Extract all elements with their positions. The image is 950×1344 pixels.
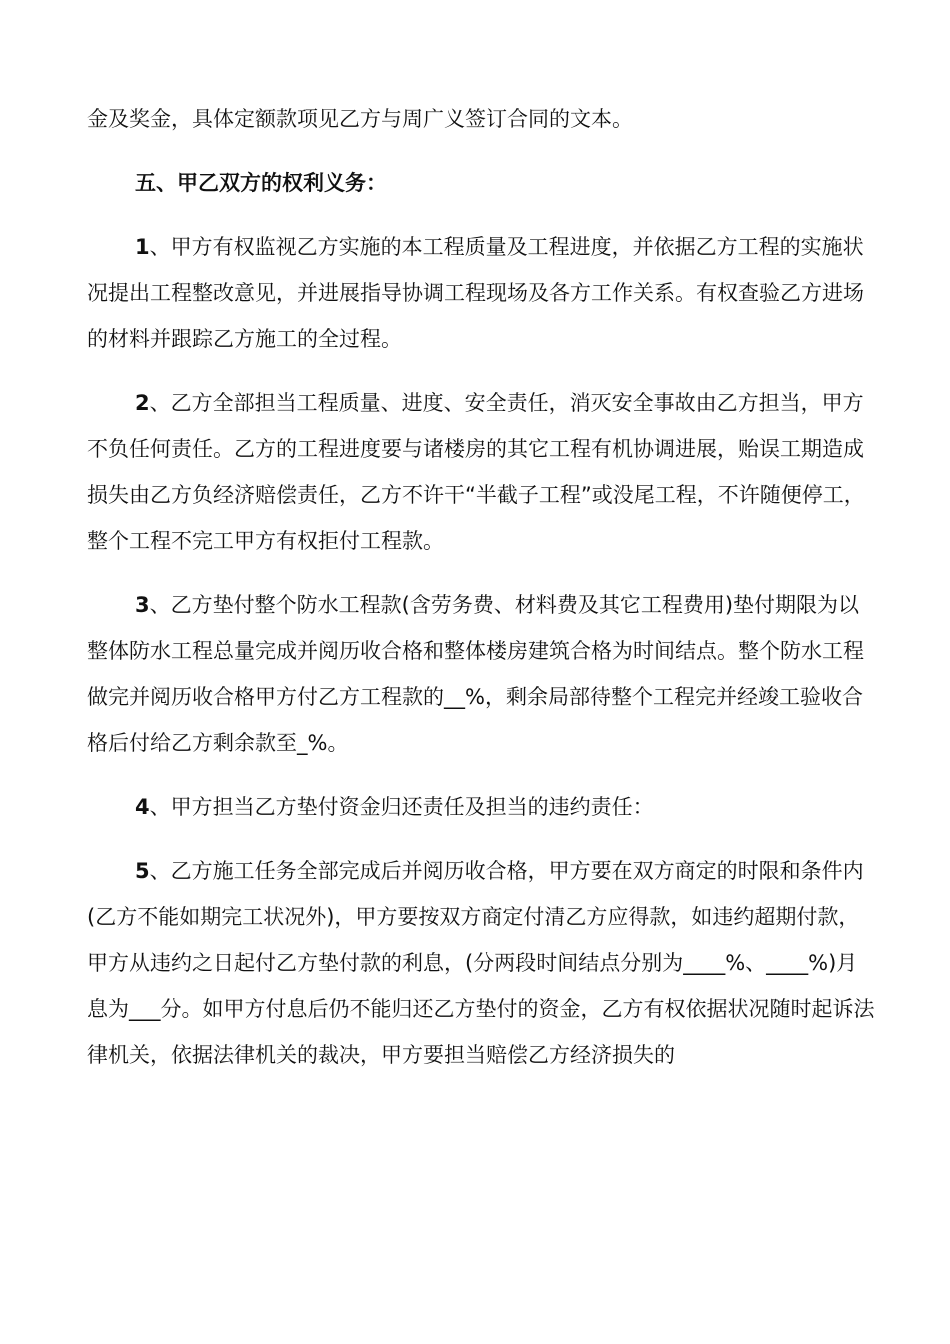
- clause-text: 、乙方垫付整个防水工程款(含劳务费、材料费及其它工程费用)垫付期限为以整体防水工程总量完成并阅历收合格和整体楼房建筑合格为时间结点。整个防水工程做完并阅历收合格甲方付乙方工程款的__%，剩余局部待整个工程完并经竣工验收合格后付给乙方剩余款至_%。: [87, 593, 864, 755]
- clause-1: [87, 224, 877, 362]
- clause-number: 2: [135, 391, 150, 415]
- clause-2: [87, 380, 877, 564]
- clause-number: 5: [135, 859, 150, 883]
- clause-text: 、乙方施工任务全部完成后并阅历收合格，甲方要在双方商定的时限和条件内(乙方不能如期完工状况外)，甲方要按双方商定付清乙方应得款，如违约超期付款，甲方从违约之日起付乙方垫付款的利息，(分两段时间结点分别为____%、____%)月息为___分。如甲方付息后仍不能归还乙方垫付的资金，乙方有权依据状况随时起诉法律机关，依据法律机关的裁决，甲方要担当赔偿乙方经济损失的: [87, 859, 875, 1067]
- clause-text: 、甲方担当乙方垫付资金归还责任及担当的违约责任：: [149, 795, 654, 819]
- clause-5: [87, 848, 877, 1078]
- clause-number: 3: [135, 593, 150, 617]
- section-heading: 五、甲乙双方的权利义务：: [135, 171, 387, 195]
- clause-text: 、乙方全部担当工程质量、进度、安全责任，消灭安全事故由乙方担当，甲方不负任何责任。乙方的工程进度要与诸楼房的其它工程有机协调进展，贻误工期造成损失由乙方负经济赔偿责任，乙方不许干“半截子工程”或没尾工程，不许随便停工，整个工程不完工甲方有权拒付工程款。: [87, 391, 865, 553]
- clause-number: 4: [135, 795, 150, 819]
- continuation-paragraph: 金及奖金，具体定额款项见乙方与周广义签订合同的文本。: [87, 107, 633, 131]
- clause-text: 、甲方有权监视乙方实施的本工程质量及工程进度，并依据乙方工程的实施状况提出工程整改意见，并进展指导协调工程现场及各方工作关系。有权查验乙方进场的材料并跟踪乙方施工的全过程。: [87, 235, 864, 351]
- clause-number: 1: [135, 235, 150, 259]
- clause-4: [87, 784, 877, 830]
- document-body: [87, 96, 877, 1096]
- clause-3: [87, 582, 877, 766]
